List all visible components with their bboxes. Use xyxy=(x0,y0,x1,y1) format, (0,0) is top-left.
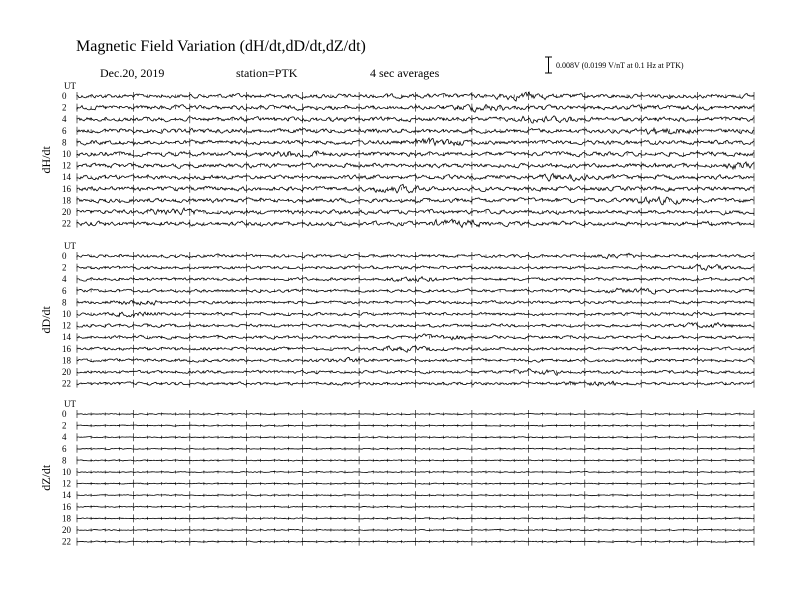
panel-0 xyxy=(39,81,754,229)
date-label: Dec.20, 2019 xyxy=(100,66,165,80)
hour-label: 22 xyxy=(62,536,71,547)
hour-label: 10 xyxy=(62,467,71,477)
averaging-label: 4 sec averages xyxy=(370,66,440,80)
hour-label: 2 xyxy=(62,420,67,431)
hour-label: 16 xyxy=(62,183,71,194)
hour-label: 18 xyxy=(62,355,71,366)
time-label: UT xyxy=(64,241,76,251)
hour-label: 4 xyxy=(62,274,67,285)
hour-label: 6 xyxy=(62,443,67,454)
hour-label: 0 xyxy=(62,409,67,419)
hour-label: 4 xyxy=(62,432,67,443)
hour-label: 16 xyxy=(62,343,71,354)
hour-label: 18 xyxy=(62,513,71,524)
hour-label: 10 xyxy=(62,149,71,159)
hour-label: 14 xyxy=(62,172,71,183)
hour-label: 12 xyxy=(62,160,71,171)
hour-label: 6 xyxy=(62,125,67,136)
hour-label: 0 xyxy=(62,91,67,101)
hour-label: 4 xyxy=(62,114,67,125)
hour-label: 22 xyxy=(62,378,71,389)
time-label: UT xyxy=(64,399,76,409)
hour-label: 8 xyxy=(62,455,67,466)
panel-1 xyxy=(39,241,754,389)
hour-tick xyxy=(77,104,754,112)
hour-label: 2 xyxy=(62,102,67,113)
hour-label: 20 xyxy=(62,207,71,217)
component-label: dZ/dt xyxy=(39,464,53,491)
scale-label: 0.008V (0.0199 V/nT at 0.1 Hz at PTK) xyxy=(556,61,684,70)
hour-label: 2 xyxy=(62,262,67,273)
panel-2 xyxy=(39,399,754,547)
hour-label: 8 xyxy=(62,137,67,148)
hour-label: 18 xyxy=(62,195,71,206)
component-label: dH/dt xyxy=(39,146,53,174)
hour-label: 12 xyxy=(62,320,71,331)
hour-label: 22 xyxy=(62,218,71,229)
hour-label: 14 xyxy=(62,490,71,501)
hour-label: 16 xyxy=(62,501,71,512)
hour-label: 12 xyxy=(62,478,71,489)
component-label: dD/dt xyxy=(39,306,53,334)
hour-label: 6 xyxy=(62,285,67,296)
station-label: station=PTK xyxy=(236,66,298,80)
hour-label: 10 xyxy=(62,309,71,319)
hour-label: 8 xyxy=(62,297,67,308)
hour-label: 20 xyxy=(62,525,71,535)
hour-label: 0 xyxy=(62,251,67,261)
hour-label: 20 xyxy=(62,367,71,377)
time-label: UT xyxy=(64,81,76,91)
hour-label: 14 xyxy=(62,332,71,343)
chart-title: Magnetic Field Variation (dH/dt,dD/dt,dZ/dt) xyxy=(76,38,366,55)
